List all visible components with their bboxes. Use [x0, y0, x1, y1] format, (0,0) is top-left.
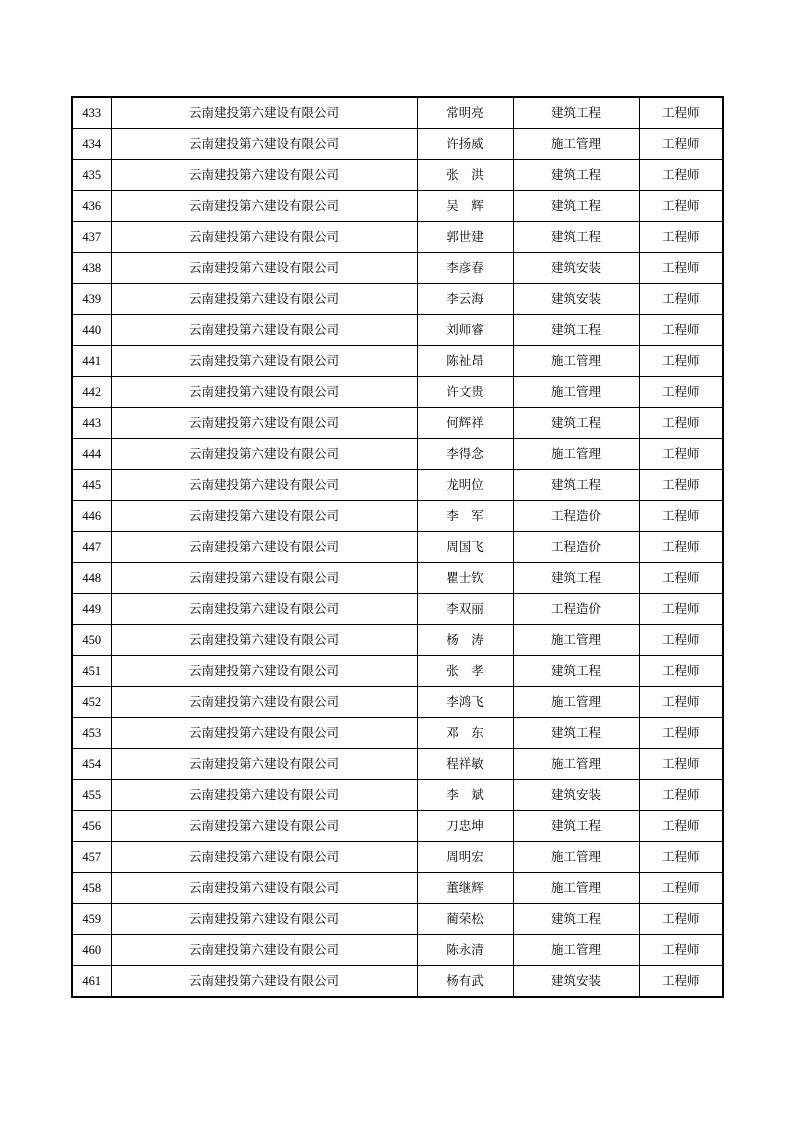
row-number-cell: 442: [72, 377, 111, 408]
table-row: [72, 563, 723, 594]
person-name-cell: 常明亮: [417, 97, 513, 129]
company-name-cell: 云南建投第六建设有限公司: [111, 160, 417, 191]
professional-title-cell: 工程师: [639, 687, 723, 718]
table-row: [72, 718, 723, 749]
company-name-cell: 云南建投第六建设有限公司: [111, 780, 417, 811]
specialty-cell: 施工管理: [513, 842, 639, 873]
professional-title-cell: 工程师: [639, 904, 723, 935]
table-row: [72, 501, 723, 532]
company-name-cell: 云南建投第六建设有限公司: [111, 811, 417, 842]
table-row: [72, 656, 723, 687]
table-row: [72, 191, 723, 222]
specialty-cell: 施工管理: [513, 129, 639, 160]
row-number-cell: 449: [72, 594, 111, 625]
specialty-cell: 施工管理: [513, 687, 639, 718]
professional-title-cell: 工程师: [639, 253, 723, 284]
specialty-cell: 施工管理: [513, 625, 639, 656]
company-name-cell: 云南建投第六建设有限公司: [111, 842, 417, 873]
company-name-cell: 云南建投第六建设有限公司: [111, 315, 417, 346]
company-name-cell: 云南建投第六建设有限公司: [111, 222, 417, 253]
row-number-cell: 443: [72, 408, 111, 439]
person-name-cell: 杨有武: [417, 966, 513, 998]
person-name-cell: 刀忠坤: [417, 811, 513, 842]
row-number-cell: 438: [72, 253, 111, 284]
company-name-cell: 云南建投第六建设有限公司: [111, 594, 417, 625]
table-row: [72, 873, 723, 904]
specialty-cell: 施工管理: [513, 749, 639, 780]
row-number-cell: 461: [72, 966, 111, 998]
professional-title-cell: 工程师: [639, 563, 723, 594]
specialty-cell: 建筑工程: [513, 904, 639, 935]
professional-title-cell: 工程师: [639, 780, 723, 811]
specialty-cell: 建筑工程: [513, 408, 639, 439]
company-name-cell: 云南建投第六建设有限公司: [111, 563, 417, 594]
specialty-cell: 建筑工程: [513, 811, 639, 842]
row-number-cell: 437: [72, 222, 111, 253]
specialty-cell: 建筑工程: [513, 470, 639, 501]
professional-title-cell: 工程师: [639, 97, 723, 129]
professional-title-cell: 工程师: [639, 656, 723, 687]
row-number-cell: 436: [72, 191, 111, 222]
professional-title-cell: 工程师: [639, 284, 723, 315]
table-row: [72, 594, 723, 625]
row-number-cell: 460: [72, 935, 111, 966]
row-number-cell: 447: [72, 532, 111, 563]
company-name-cell: 云南建投第六建设有限公司: [111, 749, 417, 780]
row-number-cell: 439: [72, 284, 111, 315]
company-name-cell: 云南建投第六建设有限公司: [111, 904, 417, 935]
specialty-cell: 建筑工程: [513, 97, 639, 129]
company-name-cell: 云南建投第六建设有限公司: [111, 284, 417, 315]
row-number-cell: 453: [72, 718, 111, 749]
row-number-cell: 446: [72, 501, 111, 532]
person-name-cell: 蔺荣松: [417, 904, 513, 935]
table-row: [72, 842, 723, 873]
specialty-cell: 建筑工程: [513, 160, 639, 191]
company-name-cell: 云南建投第六建设有限公司: [111, 346, 417, 377]
company-name-cell: 云南建投第六建设有限公司: [111, 97, 417, 129]
company-name-cell: 云南建投第六建设有限公司: [111, 408, 417, 439]
person-name-cell: 李得念: [417, 439, 513, 470]
person-name-cell: 陈祉昂: [417, 346, 513, 377]
professional-title-cell: 工程师: [639, 966, 723, 998]
company-name-cell: 云南建投第六建设有限公司: [111, 377, 417, 408]
professional-title-cell: 工程师: [639, 191, 723, 222]
table-row: [72, 780, 723, 811]
person-name-cell: 郭世建: [417, 222, 513, 253]
row-number-cell: 452: [72, 687, 111, 718]
personnel-table: [71, 96, 724, 998]
table-row: [72, 160, 723, 191]
company-name-cell: 云南建投第六建设有限公司: [111, 625, 417, 656]
table-row: [72, 935, 723, 966]
row-number-cell: 433: [72, 97, 111, 129]
table-row: [72, 625, 723, 656]
row-number-cell: 440: [72, 315, 111, 346]
table-row: [72, 315, 723, 346]
professional-title-cell: 工程师: [639, 160, 723, 191]
person-name-cell: 刘师睿: [417, 315, 513, 346]
specialty-cell: 施工管理: [513, 346, 639, 377]
specialty-cell: 工程造价: [513, 501, 639, 532]
professional-title-cell: 工程师: [639, 718, 723, 749]
personnel-table-body: [72, 97, 723, 997]
specialty-cell: 建筑工程: [513, 191, 639, 222]
row-number-cell: 451: [72, 656, 111, 687]
table-row: [72, 687, 723, 718]
row-number-cell: 450: [72, 625, 111, 656]
row-number-cell: 456: [72, 811, 111, 842]
row-number-cell: 441: [72, 346, 111, 377]
specialty-cell: 建筑工程: [513, 222, 639, 253]
professional-title-cell: 工程师: [639, 439, 723, 470]
company-name-cell: 云南建投第六建设有限公司: [111, 718, 417, 749]
person-name-cell: 周明宏: [417, 842, 513, 873]
specialty-cell: 工程造价: [513, 532, 639, 563]
table-row: [72, 129, 723, 160]
professional-title-cell: 工程师: [639, 625, 723, 656]
specialty-cell: 建筑工程: [513, 718, 639, 749]
company-name-cell: 云南建投第六建设有限公司: [111, 966, 417, 998]
specialty-cell: 建筑安装: [513, 966, 639, 998]
specialty-cell: 工程造价: [513, 594, 639, 625]
company-name-cell: 云南建投第六建设有限公司: [111, 873, 417, 904]
table-row: [72, 966, 723, 998]
person-name-cell: 李云海: [417, 284, 513, 315]
table-row: [72, 97, 723, 129]
person-name-cell: 李 斌: [417, 780, 513, 811]
row-number-cell: 444: [72, 439, 111, 470]
professional-title-cell: 工程师: [639, 935, 723, 966]
professional-title-cell: 工程师: [639, 811, 723, 842]
person-name-cell: 李彦春: [417, 253, 513, 284]
person-name-cell: 张 洪: [417, 160, 513, 191]
table-row: [72, 377, 723, 408]
specialty-cell: 施工管理: [513, 935, 639, 966]
row-number-cell: 455: [72, 780, 111, 811]
professional-title-cell: 工程师: [639, 408, 723, 439]
professional-title-cell: 工程师: [639, 470, 723, 501]
specialty-cell: 施工管理: [513, 873, 639, 904]
table-row: [72, 749, 723, 780]
table-row: [72, 222, 723, 253]
professional-title-cell: 工程师: [639, 842, 723, 873]
company-name-cell: 云南建投第六建设有限公司: [111, 532, 417, 563]
professional-title-cell: 工程师: [639, 532, 723, 563]
specialty-cell: 建筑安装: [513, 780, 639, 811]
professional-title-cell: 工程师: [639, 129, 723, 160]
person-name-cell: 龙明位: [417, 470, 513, 501]
specialty-cell: 施工管理: [513, 439, 639, 470]
company-name-cell: 云南建投第六建设有限公司: [111, 253, 417, 284]
specialty-cell: 建筑安装: [513, 253, 639, 284]
professional-title-cell: 工程师: [639, 501, 723, 532]
person-name-cell: 杨 涛: [417, 625, 513, 656]
company-name-cell: 云南建投第六建设有限公司: [111, 439, 417, 470]
person-name-cell: 李双丽: [417, 594, 513, 625]
table-row: [72, 253, 723, 284]
professional-title-cell: 工程师: [639, 749, 723, 780]
specialty-cell: 施工管理: [513, 377, 639, 408]
person-name-cell: 许扬威: [417, 129, 513, 160]
company-name-cell: 云南建投第六建设有限公司: [111, 935, 417, 966]
person-name-cell: 张 孝: [417, 656, 513, 687]
person-name-cell: 吴 辉: [417, 191, 513, 222]
professional-title-cell: 工程师: [639, 222, 723, 253]
table-row: [72, 439, 723, 470]
table-row: [72, 408, 723, 439]
person-name-cell: 程祥敏: [417, 749, 513, 780]
company-name-cell: 云南建投第六建设有限公司: [111, 129, 417, 160]
company-name-cell: 云南建投第六建设有限公司: [111, 501, 417, 532]
table-row: [72, 346, 723, 377]
company-name-cell: 云南建投第六建设有限公司: [111, 191, 417, 222]
row-number-cell: 448: [72, 563, 111, 594]
specialty-cell: 建筑工程: [513, 563, 639, 594]
person-name-cell: 周国飞: [417, 532, 513, 563]
table-row: [72, 470, 723, 501]
person-name-cell: 邓 东: [417, 718, 513, 749]
row-number-cell: 434: [72, 129, 111, 160]
specialty-cell: 建筑工程: [513, 315, 639, 346]
row-number-cell: 457: [72, 842, 111, 873]
person-name-cell: 李 军: [417, 501, 513, 532]
professional-title-cell: 工程师: [639, 873, 723, 904]
person-name-cell: 何辉祥: [417, 408, 513, 439]
table-row: [72, 532, 723, 563]
company-name-cell: 云南建投第六建设有限公司: [111, 656, 417, 687]
person-name-cell: 陈永清: [417, 935, 513, 966]
company-name-cell: 云南建投第六建设有限公司: [111, 470, 417, 501]
specialty-cell: 建筑安装: [513, 284, 639, 315]
specialty-cell: 建筑工程: [513, 656, 639, 687]
row-number-cell: 435: [72, 160, 111, 191]
person-name-cell: 许文贵: [417, 377, 513, 408]
table-row: [72, 904, 723, 935]
professional-title-cell: 工程师: [639, 377, 723, 408]
row-number-cell: 458: [72, 873, 111, 904]
row-number-cell: 445: [72, 470, 111, 501]
professional-title-cell: 工程师: [639, 594, 723, 625]
person-name-cell: 董继辉: [417, 873, 513, 904]
professional-title-cell: 工程师: [639, 346, 723, 377]
row-number-cell: 459: [72, 904, 111, 935]
person-name-cell: 瞿士钦: [417, 563, 513, 594]
table-row: [72, 284, 723, 315]
person-name-cell: 李鸿飞: [417, 687, 513, 718]
professional-title-cell: 工程师: [639, 315, 723, 346]
table-row: [72, 811, 723, 842]
company-name-cell: 云南建投第六建设有限公司: [111, 687, 417, 718]
row-number-cell: 454: [72, 749, 111, 780]
